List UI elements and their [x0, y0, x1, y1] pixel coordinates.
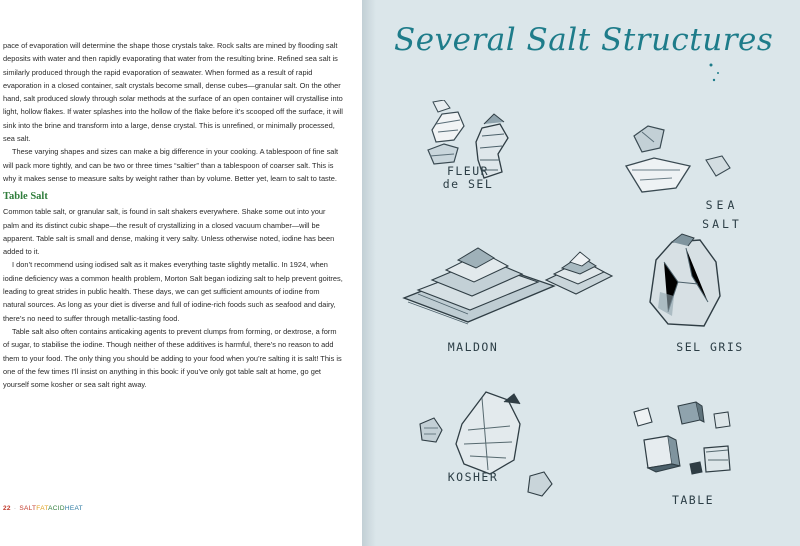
- paragraph: pace of evaporation will determine the shape those crystals take. Rock salts are mined by flooding salt deposits with water and then rapidly evaporating that water from the resulting brine. Refined sea salt is similarly produced through the rapid evaporation of seawater. When formed as a result of rapid evaporation in a closed container, salt crystals become small, dense cubes—granular salt. On the other hand, salt produced slowly through solar methods at the surface of an open container will crystallise into light, hollow flakes. If water splashes into the hollow of the flake before it’s scooped off the surface, it will sink into the brine and transform into a large, dense crystal. This is unrefined, or minimally processed, sea salt.: [3, 41, 343, 144]
- maldon-pyramid-flakes-illustration: [398, 230, 618, 325]
- label-line: FLEUR: [446, 164, 490, 178]
- folio-separator: ·: [13, 505, 17, 512]
- label-line: SALT: [702, 217, 742, 231]
- label-maldon: MALDON: [447, 340, 499, 354]
- spine-shadow: [362, 0, 376, 546]
- paragraph: Table salt also often contains anticaking agents to prevent clumps from forming, or dextrose, a form of sugar, to stabilise the iodine. Though neither of these additives is harmful, there’s no reason to add them to your food. The only thing you should be adding to your food when you’re salting it is salt! This is one of the few times I’ll insist on anything in this book: if you’ve only got table salt at home, go get yourself some kosher or sea salt right away.: [3, 326, 342, 390]
- label-sea-salt: [692, 196, 752, 234]
- page-number: 22: [3, 505, 11, 512]
- right-page-illustration: [362, 0, 800, 546]
- page-title: Several Salt Structures: [394, 22, 774, 58]
- label-fleur-de-sel: [438, 165, 498, 191]
- book-title-part: ACID: [48, 505, 65, 512]
- paragraph: I don’t recommend using iodised salt as it makes everything taste slightly metallic. In 1924, when iodine deficiency was a common health problem, Morton Salt began iodizing salt to help prevent goitres, leading to great strides in public health. These days, we can get sufficient amounts of iodine from natural sources. As long as your diet is diverse and full of iodine-rich foods such as seafood and dairy, there’s no need to suffer through metallic-tasting food.: [3, 260, 343, 323]
- left-page: [0, 0, 362, 546]
- paragraph: Common table salt, or granular salt, is found in salt shakers everywhere. Shake some out into your palm and its distinct cubic shape—the result of crystallizing in a closed vacuum chamber—will be apparent. Table salt is small and dense, making it very salty. Unless otherwise noted, iodine has been added to it.: [3, 207, 335, 257]
- book-title-part: FAT: [36, 505, 49, 512]
- label-sel-gris: SEL GRIS: [676, 340, 744, 354]
- body-text: [3, 39, 343, 391]
- label-line: de SEL: [442, 177, 494, 191]
- label-line: SEA: [705, 198, 739, 212]
- label-kosher: KOSHER: [447, 470, 499, 484]
- sel-gris-crystal-illustration: [638, 232, 728, 332]
- book-title-part: HEAT: [64, 505, 83, 512]
- label-table: TABLE: [671, 493, 715, 507]
- section-heading: Table Salt: [3, 191, 48, 203]
- table-salt-cubes-illustration: [630, 400, 750, 500]
- kosher-flakes-illustration: [416, 384, 566, 504]
- book-title-part: SALT: [19, 505, 37, 512]
- paragraph: These varying shapes and sizes can make a big difference in your cooking. A tablespoon of fine salt will pack more tightly, and can be two or three times “saltier” than a tablespoon of coarser salt. This is why it makes sense to measure salts by weight rather than by volume. Better yet, learn to salt to taste.: [3, 147, 339, 183]
- title-ink-splatter: [707, 60, 737, 90]
- page-footer: [3, 505, 83, 512]
